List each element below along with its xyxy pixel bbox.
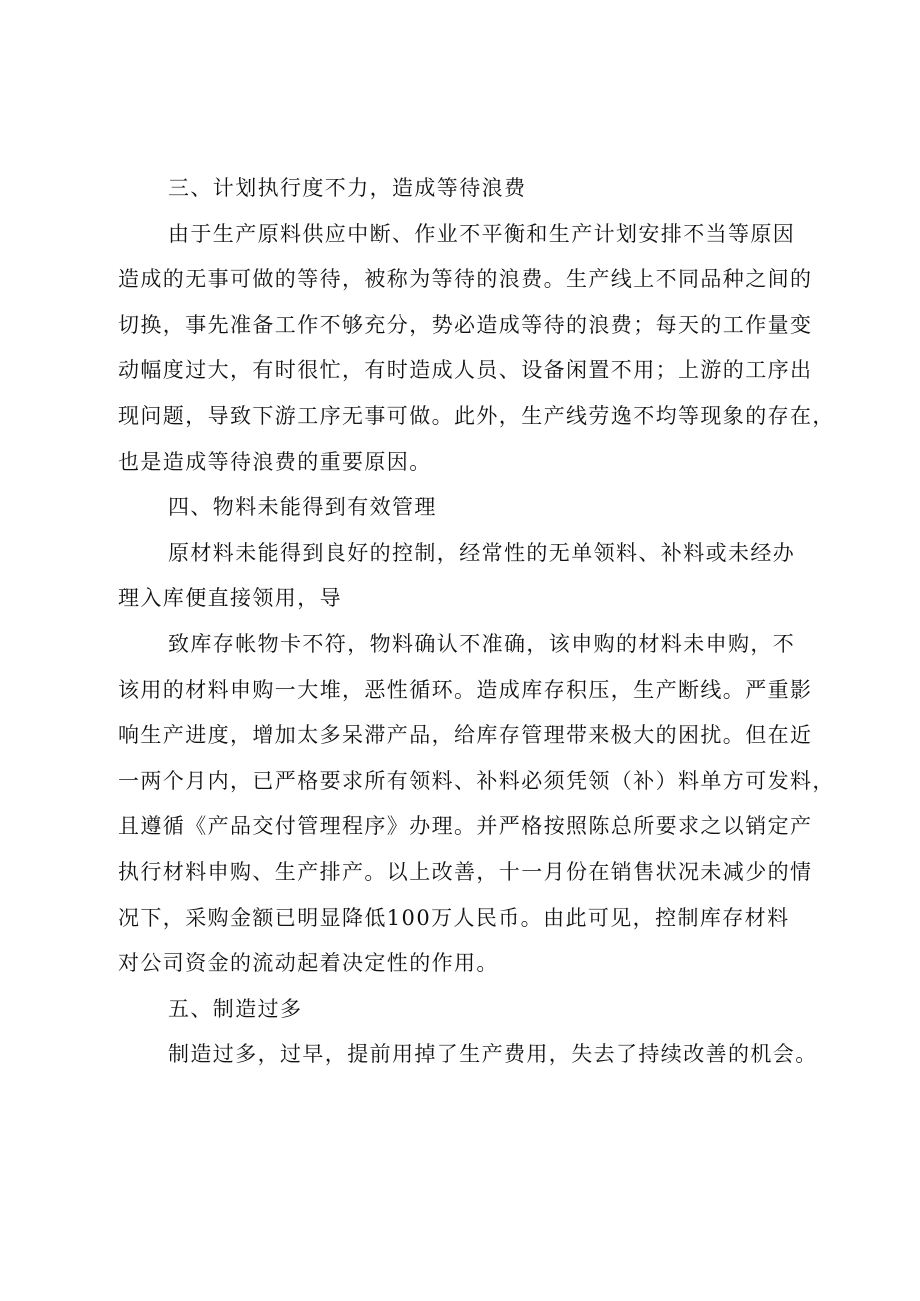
section-4-para-2-line-7: 况下，采购金额已明显降低100万人民币。由此可见，控制库存材料: [118, 905, 790, 930]
section-4-para-2-line-6: 执行材料申购、生产排产。以上改善，十一月份在销售状况未减少的情: [118, 859, 813, 884]
section-4-para-2-line-5: 且遵循《产品交付管理程序》办理。并严格按照陈总所要求之以销定产: [118, 814, 813, 839]
section-3-line-1: 由于生产原料供应中断、作业不平衡和生产计划安排不当等原因: [168, 221, 796, 246]
section-3-heading: 三、计划执行度不力，造成等待浪费: [168, 176, 527, 200]
section-4-para-2-line-2: 该用的材料申购一大堆，恶性循环。造成库存积压，生产断线。严重影: [118, 677, 813, 702]
section-5-heading: 五、制造过多: [168, 996, 303, 1021]
section-3-line-3: 切换，事先准备工作不够充分，势必造成等待的浪费；每天的工作量变: [118, 312, 813, 337]
section-3-line-2: 造成的无事可做的等待，被称为等待的浪费。生产线上不同品种之间的: [118, 267, 813, 292]
section-3-line-4: 动幅度过大，有时很忙，有时造成人员、设备闲置不用；上游的工序出: [118, 358, 813, 383]
section-4-para-2-line-1: 致库存帐物卡不符，物料确认不准确，该申购的材料未申购，不: [168, 631, 796, 656]
section-3-line-6: 也是造成等待浪费的重要原因。: [118, 449, 432, 474]
section-4-para-1-line-2: 理入库便直接领用，导: [118, 586, 342, 611]
section-4-para-2-line-3: 响生产进度，增加太多呆滞产品，给库存管理带来极大的困扰。但在近: [118, 723, 813, 748]
section-4-para-2-line-4: 一两个月内，已严格要求所有领料、补料必须凭领（补）料单方可发料，: [118, 768, 835, 793]
section-3-line-5: 现问题，导致下游工序无事可做。此外，生产线劳逸不均等现象的存在，: [118, 403, 835, 428]
document-body: [118, 166, 834, 1078]
section-4-para-2-line-8: 对公司资金的流动起着决定性的作用。: [118, 951, 499, 976]
section-4-heading: 四、物料未能得到有效管理: [168, 495, 437, 520]
section-5-line-1: 制造过多，过早，提前用掉了生产费用，失去了持续改善的机会。: [168, 1042, 818, 1067]
section-4-para-1-line-1: 原材料未能得到良好的控制，经常性的无单领料、补料或未经办: [168, 540, 796, 565]
